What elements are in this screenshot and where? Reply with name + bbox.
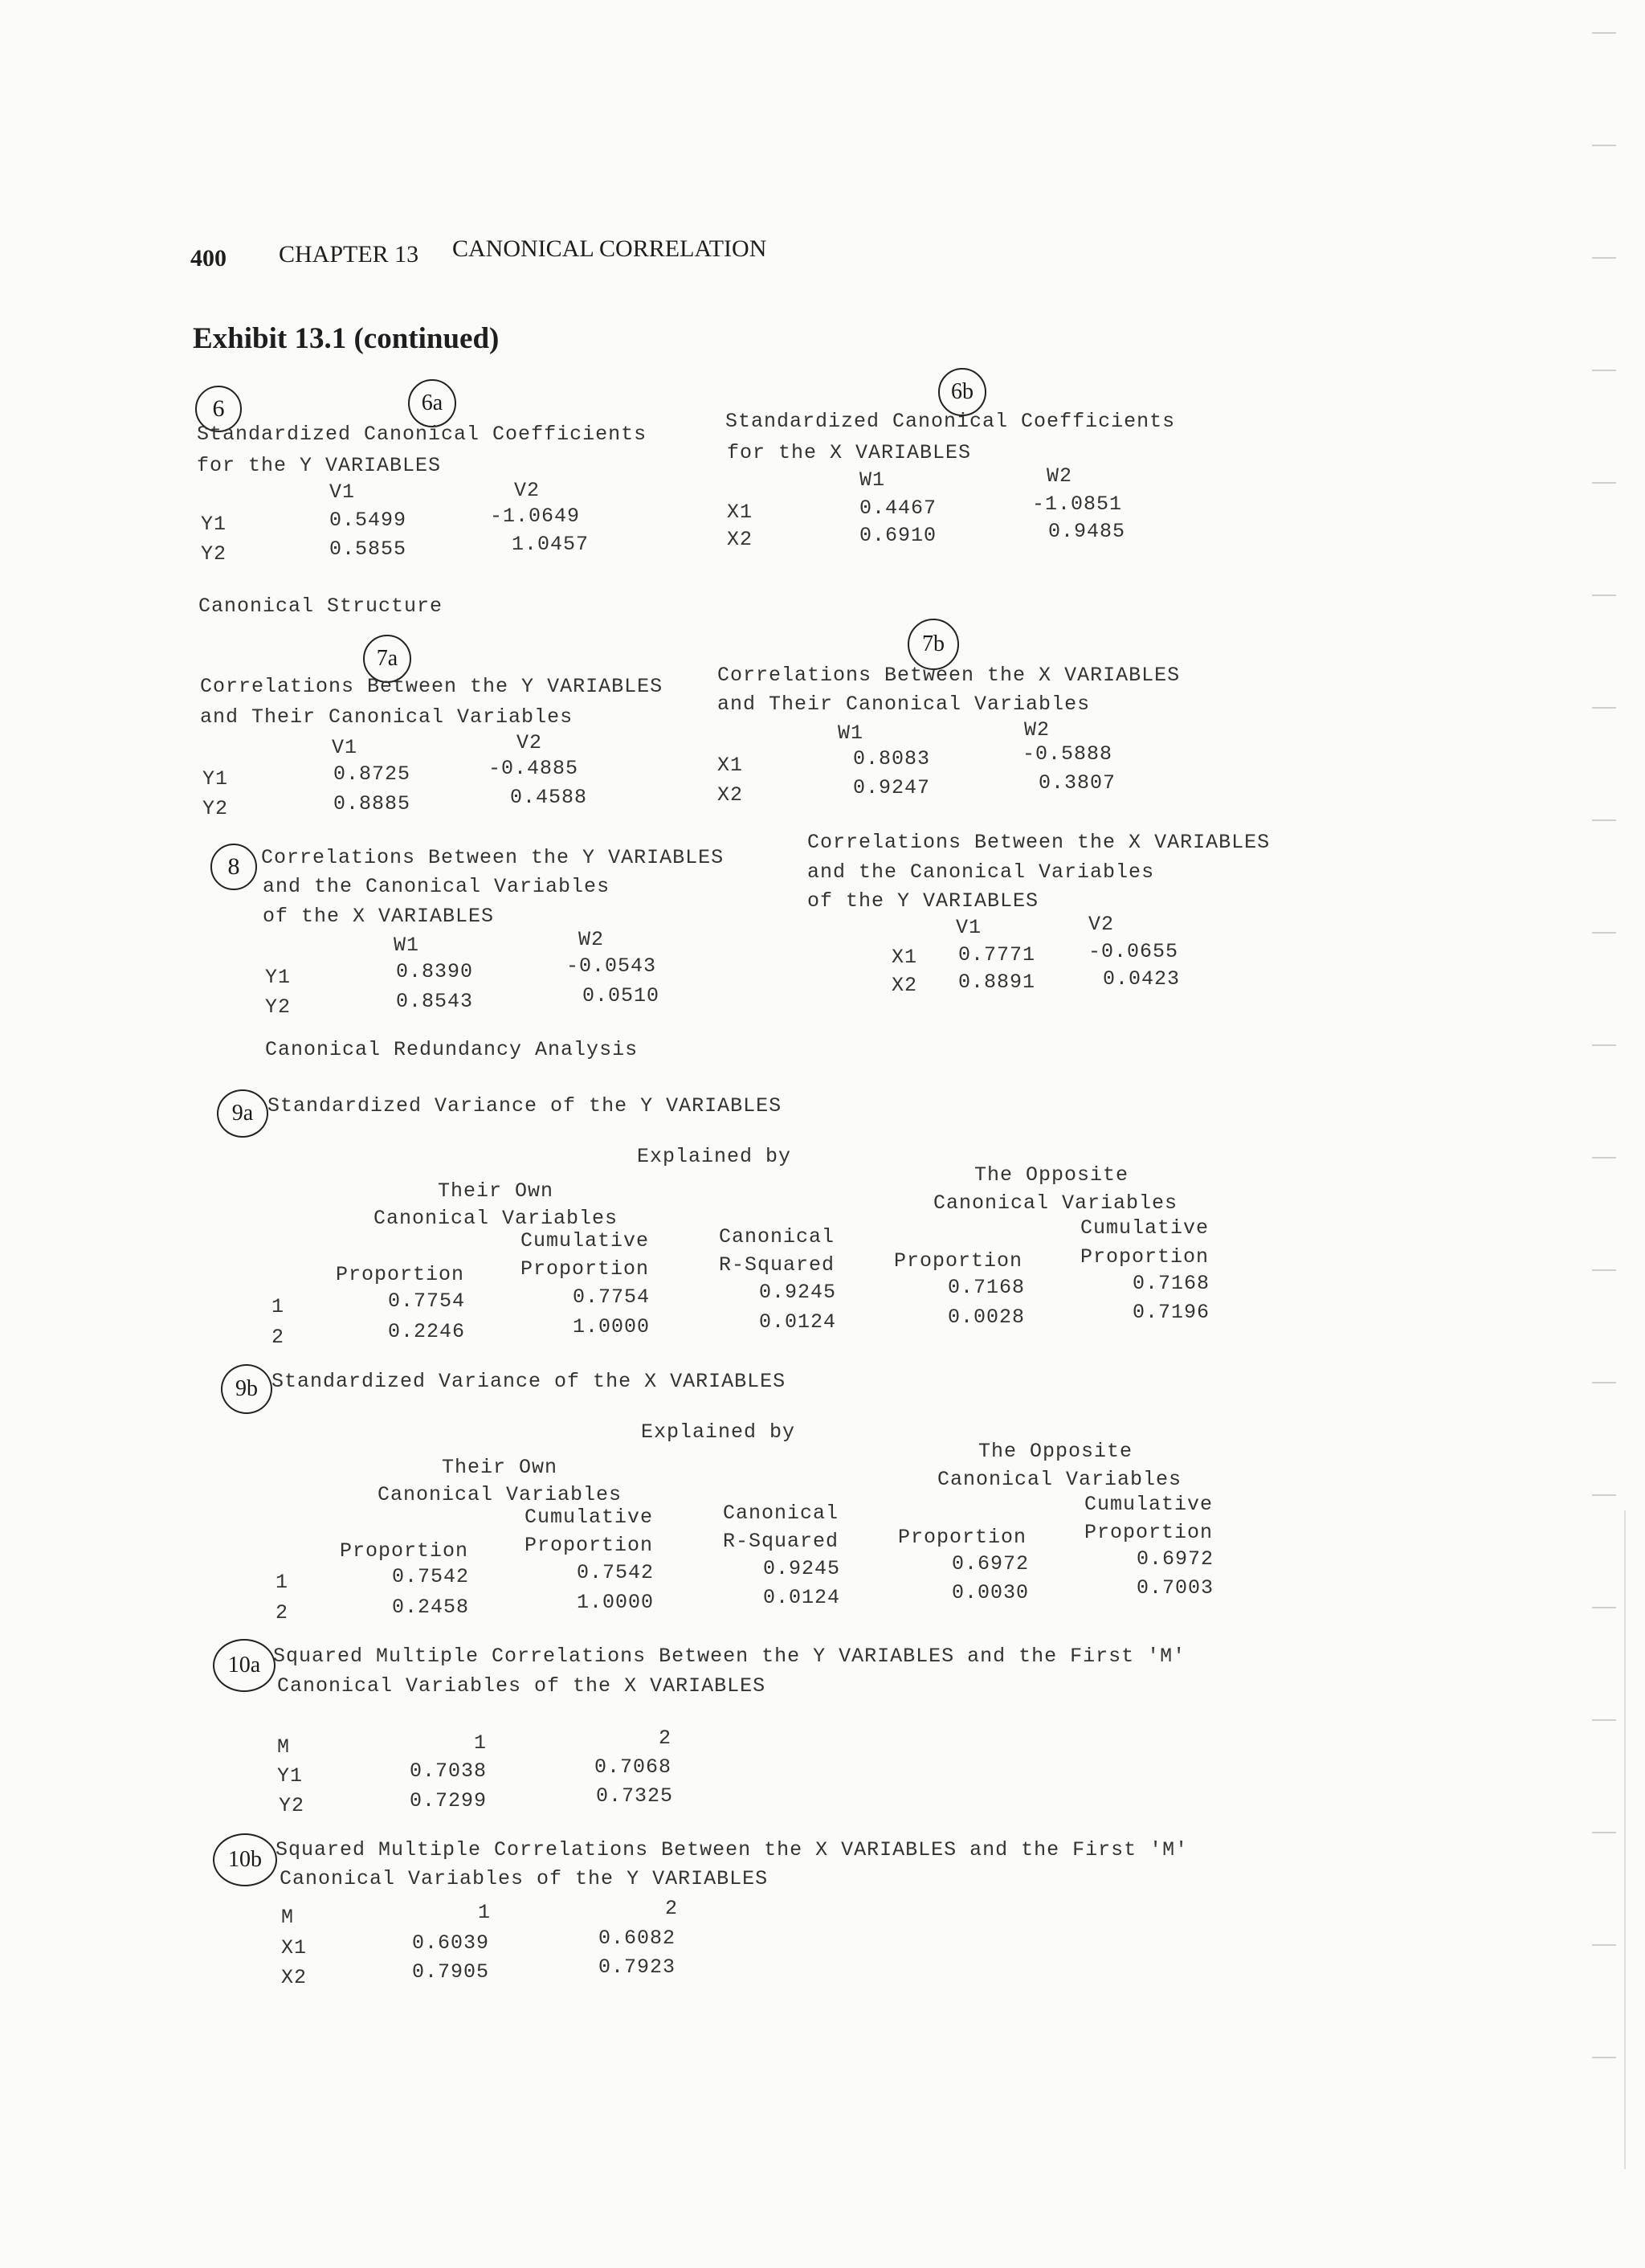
std-coef-x-title: Standardized Canonical Coefficients: [725, 410, 1176, 433]
marker-6a: 6a: [408, 379, 456, 427]
row-label: Y2: [202, 797, 229, 820]
col-header: V1: [956, 916, 982, 939]
row-label: X2: [717, 783, 744, 807]
corr-y-opp-line2: and the Canonical Variables: [263, 875, 610, 898]
h-proportion: Proportion: [1080, 1245, 1210, 1269]
cell-value: 0.6039: [412, 1931, 490, 1955]
own-line2: Canonical Variables: [373, 1207, 618, 1230]
h-proportion: Proportion: [898, 1526, 1027, 1549]
corr-x-own-line1: Correlations Between the X VARIABLES: [717, 664, 1181, 687]
h-proportion: Proportion: [894, 1249, 1023, 1273]
smc-y-line2: Canonical Variables of the X VARIABLES: [277, 1674, 766, 1698]
cell-value: 0.0124: [763, 1586, 841, 1609]
cell-value: 0.9247: [853, 776, 931, 799]
cell-value: 0.7754: [388, 1289, 466, 1313]
cell-value: -0.0655: [1088, 940, 1179, 963]
corr-y-opp-line3: of the X VARIABLES: [263, 905, 495, 928]
col-header: 2: [665, 1897, 679, 1920]
h-cumulative: Cumulative: [525, 1506, 654, 1529]
smc-x-line2: Canonical Variables of the Y VARIABLES: [280, 1867, 769, 1890]
own-line1: Their Own: [438, 1179, 554, 1203]
row-label: Y2: [279, 1794, 305, 1817]
cell-value: 0.8083: [853, 747, 931, 770]
m-label: M: [277, 1735, 291, 1759]
cell-value: -1.0851: [1032, 492, 1123, 516]
corr-y-opp-line1: Correlations Between the Y VARIABLES: [261, 846, 725, 869]
cell-value: 0.6972: [952, 1552, 1030, 1575]
cell-value: 0.0124: [759, 1310, 837, 1334]
marker-10b: 10b: [213, 1833, 277, 1886]
col-header: V2: [1088, 913, 1115, 936]
cell-value: 0.8543: [396, 990, 474, 1013]
opp-line1: The Opposite: [974, 1163, 1129, 1187]
cell-value: 0.0510: [582, 984, 660, 1007]
col-header: W1: [859, 468, 886, 492]
row-number: 2: [276, 1601, 289, 1624]
redundancy-title: Canonical Redundancy Analysis: [265, 1038, 639, 1061]
col-header: V1: [329, 480, 356, 504]
col-header: 2: [659, 1727, 672, 1750]
cell-value: 0.4588: [510, 786, 588, 809]
cell-value: 0.7168: [948, 1276, 1026, 1299]
cell-value: 0.7068: [594, 1755, 672, 1779]
marker-6: 6: [195, 386, 242, 432]
cell-value: 0.9245: [763, 1557, 841, 1580]
cell-value: 0.0423: [1103, 967, 1181, 991]
opp-line2: Canonical Variables: [933, 1191, 1178, 1215]
h-cumulative: Cumulative: [520, 1229, 650, 1253]
h-proportion: Proportion: [520, 1257, 650, 1281]
std-coef-y-title: Standardized Canonical Coefficients: [197, 423, 647, 446]
cell-value: 0.7038: [410, 1759, 488, 1783]
marker-9a: 9a: [217, 1089, 268, 1138]
cell-value: 0.8891: [958, 971, 1036, 994]
row-label: Y1: [265, 966, 292, 989]
std-coef-x-subtitle: for the X VARIABLES: [727, 441, 972, 464]
cell-value: -0.4885: [488, 757, 579, 780]
row-label: Y2: [201, 542, 227, 566]
col-header: V1: [332, 736, 358, 759]
cell-value: 0.0030: [952, 1581, 1030, 1604]
cell-value: -0.0543: [566, 954, 657, 978]
cell-value: 0.2246: [388, 1320, 466, 1343]
smc-y-line1: Squared Multiple Correlations Between the Y VARIABLES and the First 'M': [273, 1645, 1186, 1668]
cell-value: 0.8390: [396, 960, 474, 983]
h-cumulative: Cumulative: [1084, 1493, 1214, 1516]
corr-y-own-line1: Correlations Between the Y VARIABLES: [200, 675, 663, 698]
cell-value: 0.6972: [1137, 1547, 1214, 1571]
h-canonical: Canonical: [719, 1225, 835, 1248]
marker-10a: 10a: [213, 1639, 276, 1692]
h-rsquared: R-Squared: [723, 1530, 839, 1553]
row-label: X1: [717, 754, 744, 777]
cell-value: 0.8725: [333, 762, 411, 786]
cell-value: 0.4467: [859, 497, 937, 520]
row-label: Y1: [277, 1764, 304, 1788]
col-header: 1: [474, 1731, 488, 1755]
cell-value: 0.7754: [573, 1285, 651, 1309]
cell-value: 0.9485: [1048, 520, 1126, 543]
row-label: Y1: [202, 767, 229, 791]
cell-value: 0.3807: [1039, 771, 1116, 795]
row-label: X1: [281, 1936, 308, 1959]
row-number: 1: [276, 1571, 289, 1594]
cell-value: 0.7905: [412, 1960, 490, 1984]
own-line2: Canonical Variables: [378, 1483, 622, 1506]
cell-value: 0.7168: [1133, 1272, 1210, 1295]
marker-6b: 6b: [938, 368, 986, 416]
own-line1: Their Own: [442, 1456, 558, 1479]
cell-value: 0.7196: [1133, 1301, 1210, 1324]
cell-value: 0.8885: [333, 792, 411, 815]
cell-value: 0.0028: [948, 1306, 1026, 1329]
cell-value: 1.0000: [573, 1315, 651, 1338]
col-header: 1: [478, 1901, 492, 1924]
col-header: W1: [838, 721, 864, 745]
h-cumulative: Cumulative: [1080, 1216, 1210, 1240]
cell-value: 0.2458: [392, 1596, 470, 1619]
h-proportion: Proportion: [340, 1539, 469, 1563]
chapter-title: CANONICAL CORRELATION: [452, 235, 767, 262]
cell-value: 0.5499: [329, 509, 407, 532]
cell-value: 0.6082: [598, 1927, 676, 1950]
cell-value: 0.9245: [759, 1281, 837, 1304]
row-label: X2: [727, 528, 753, 551]
marker-7a: 7a: [363, 635, 411, 683]
var-x-title: Standardized Variance of the X VARIABLES: [271, 1370, 786, 1393]
cell-value: 0.7003: [1137, 1576, 1214, 1600]
cell-value: 0.6910: [859, 524, 937, 547]
row-label: X2: [281, 1966, 308, 1989]
cell-value: 1.0457: [512, 533, 590, 556]
h-proportion: Proportion: [525, 1534, 654, 1557]
m-label: M: [281, 1906, 295, 1929]
col-header: V2: [514, 479, 541, 502]
explained-by: Explained by: [637, 1145, 792, 1168]
cell-value: 0.7299: [410, 1789, 488, 1812]
row-label: X1: [727, 501, 753, 524]
explained-by: Explained by: [641, 1420, 796, 1444]
col-header: W1: [394, 934, 420, 957]
corr-x-own-line2: and Their Canonical Variables: [717, 693, 1091, 716]
cell-value: 0.7542: [392, 1565, 470, 1588]
row-label: Y1: [201, 513, 227, 536]
h-proportion: Proportion: [336, 1263, 465, 1286]
std-coef-y-subtitle: for the Y VARIABLES: [197, 454, 442, 477]
row-label: Y2: [265, 995, 292, 1019]
h-proportion: Proportion: [1084, 1521, 1214, 1544]
opp-line2: Canonical Variables: [937, 1468, 1182, 1491]
cell-value: 0.7325: [596, 1784, 674, 1808]
page-number: 400: [190, 245, 227, 272]
col-header: W2: [1047, 464, 1073, 488]
corr-y-own-line2: and Their Canonical Variables: [200, 705, 574, 729]
cell-value: -1.0649: [490, 505, 581, 528]
corr-x-opp-line2: and the Canonical Variables: [807, 860, 1155, 884]
smc-x-line1: Squared Multiple Correlations Between the X VARIABLES and the First 'M': [276, 1838, 1189, 1861]
var-y-title: Standardized Variance of the Y VARIABLES: [267, 1094, 782, 1118]
row-label: X2: [892, 974, 918, 997]
cell-value: 0.7542: [577, 1561, 655, 1584]
h-canonical: Canonical: [723, 1502, 839, 1525]
opp-line1: The Opposite: [978, 1440, 1133, 1463]
marker-7b: 7b: [908, 619, 959, 670]
corr-x-opp-line1: Correlations Between the X VARIABLES: [807, 831, 1271, 854]
row-number: 2: [271, 1326, 285, 1349]
corr-x-opp-line3: of the Y VARIABLES: [807, 889, 1039, 913]
marker-8: 8: [210, 844, 257, 890]
cell-value: 0.7771: [958, 943, 1036, 966]
col-header: W2: [578, 928, 605, 951]
marker-9b: 9b: [221, 1364, 272, 1414]
cell-value: -0.5888: [1023, 742, 1113, 766]
col-header: W2: [1024, 718, 1051, 742]
h-rsquared: R-Squared: [719, 1253, 835, 1277]
row-label: X1: [892, 946, 918, 969]
cell-value: 0.5855: [329, 537, 407, 561]
canonical-structure-title: Canonical Structure: [198, 595, 443, 618]
exhibit-title: Exhibit 13.1 (continued): [193, 322, 500, 355]
chapter-label: CHAPTER 13: [279, 241, 419, 268]
cell-value: 1.0000: [577, 1591, 655, 1614]
cell-value: 0.7923: [598, 1955, 676, 1979]
col-header: V2: [516, 731, 543, 754]
row-number: 1: [271, 1295, 285, 1318]
